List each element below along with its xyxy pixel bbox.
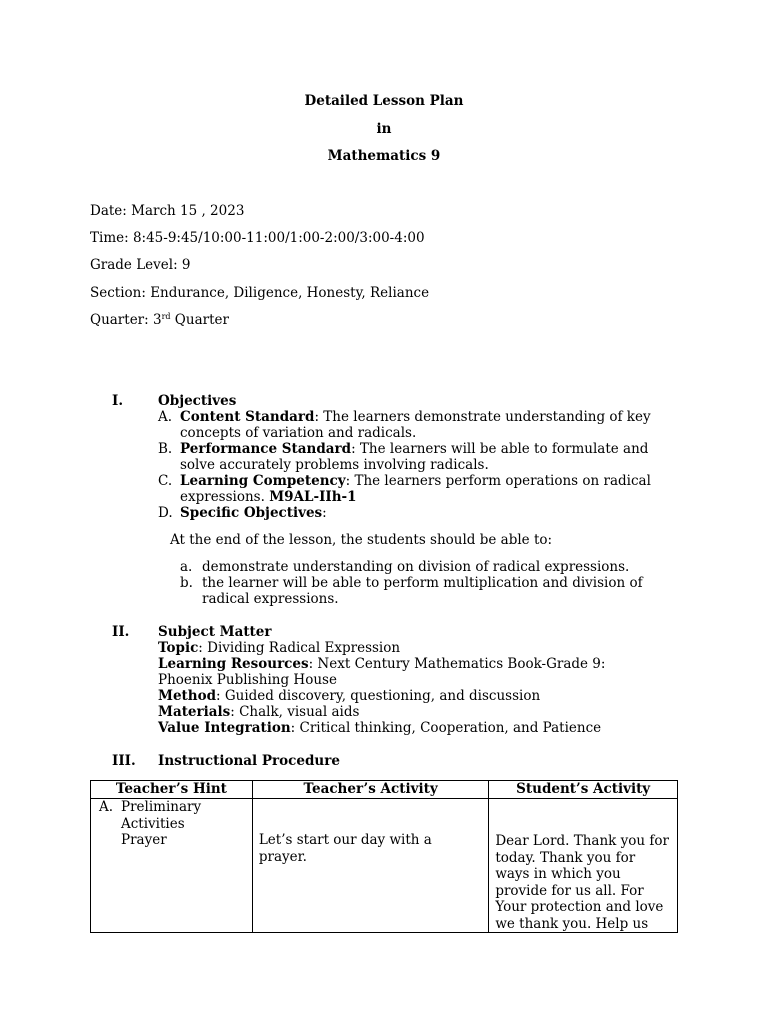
student-activity-cell: Dear Lord. Thank you for today. Thank you for ways in which you provide for us all. For Your protection and love we thank you. Help us bbox=[489, 799, 678, 933]
column-header-teachers-hint: Teacher’s Hint bbox=[91, 781, 253, 799]
procedure-heading: Instructional Procedure bbox=[158, 753, 340, 769]
teacher-activity-cell: Let’s start our day with a prayer. bbox=[252, 799, 488, 933]
objective-label: Specific Objectives bbox=[180, 505, 323, 521]
objective-letter: A. bbox=[158, 409, 173, 425]
quarter-line bbox=[90, 312, 229, 328]
resources-label: Learning Resources bbox=[158, 656, 309, 672]
doc-title-line-1: Detailed Lesson Plan bbox=[304, 93, 464, 109]
method-line bbox=[158, 688, 658, 704]
objective-item bbox=[158, 473, 678, 505]
specific-objectives-list bbox=[180, 559, 660, 607]
resources-line bbox=[158, 656, 658, 688]
objective-text: : The learners perform operations on radical expressions. bbox=[180, 473, 651, 505]
procedure-table bbox=[90, 780, 678, 933]
specific-objective-item bbox=[180, 559, 660, 575]
subject-matter-block bbox=[158, 624, 658, 736]
time-line: Time: 8:45-9:45/10:00-11:00/1:00-2:00/3:00-4:00 bbox=[90, 230, 425, 246]
hint-line: Activities bbox=[121, 815, 185, 832]
objective-item bbox=[158, 505, 678, 521]
table-row bbox=[91, 799, 678, 933]
specific-objective-letter: b. bbox=[180, 575, 193, 591]
grade-line: Grade Level: 9 bbox=[90, 257, 191, 273]
doc-title-line-2: in bbox=[376, 121, 392, 137]
objectives-intro: At the end of the lesson, the students should be able to: bbox=[170, 532, 553, 548]
hint-line: Prayer bbox=[121, 832, 167, 848]
subject-matter-heading: Subject Matter bbox=[158, 624, 272, 640]
specific-objective-item bbox=[180, 575, 660, 607]
column-header-teachers-activity: Teacher’s Activity bbox=[252, 781, 488, 799]
section-line: Section: Endurance, Diligence, Honesty, Reliance bbox=[90, 285, 430, 301]
doc-title-line-3: Mathematics 9 bbox=[327, 148, 441, 164]
specific-objective-text: demonstrate understanding on division of radical expressions. bbox=[202, 559, 630, 575]
objective-item bbox=[158, 409, 678, 441]
column-header-students-activity: Student’s Activity bbox=[489, 781, 678, 799]
objective-label: Performance Standard bbox=[180, 441, 352, 457]
topic-label: Topic bbox=[158, 640, 199, 656]
hint-line: Preliminary bbox=[121, 799, 202, 815]
quarter-ordinal: rd bbox=[161, 312, 171, 321]
method-value: : Guided discovery, questioning, and discussion bbox=[216, 688, 541, 704]
materials-label: Materials bbox=[158, 704, 231, 720]
objectives-heading: Objectives bbox=[158, 393, 237, 409]
objective-item bbox=[158, 441, 678, 473]
objectives-numeral: I. bbox=[112, 393, 124, 409]
objective-text: : The learners will be able to formulate and solve accurately problems involving radicals. bbox=[180, 441, 649, 473]
table-header-row bbox=[91, 781, 678, 799]
hint-cell bbox=[91, 799, 253, 933]
competency-code: M9AL-IIh-1 bbox=[269, 489, 357, 505]
specific-objective-text: the learner will be able to perform multiplication and division of radical expressions. bbox=[202, 575, 643, 607]
objective-letter: C. bbox=[158, 473, 173, 489]
materials-line bbox=[158, 704, 658, 720]
procedure-numeral: III. bbox=[112, 753, 136, 769]
topic-line bbox=[158, 640, 658, 656]
value-integration-label: Value Integration bbox=[158, 720, 291, 736]
specific-objective-letter: a. bbox=[180, 559, 193, 575]
resources-value: : Next Century Mathematics Book-Grade 9: Phoenix Publishing House bbox=[158, 656, 606, 688]
materials-value: : Chalk, visual aids bbox=[230, 704, 360, 720]
value-integration-line bbox=[158, 720, 658, 736]
objective-letter: B. bbox=[158, 441, 173, 457]
objective-letter: D. bbox=[158, 505, 173, 521]
objective-label: Learning Competency bbox=[180, 473, 346, 489]
topic-value: : Dividing Radical Expression bbox=[198, 640, 401, 656]
quarter-prefix: Quarter: 3 bbox=[90, 312, 162, 328]
objective-text: : The learners demonstrate understanding of key concepts of variation and radicals. bbox=[180, 409, 651, 441]
objective-label: Content Standard bbox=[180, 409, 315, 425]
objectives-list bbox=[158, 409, 678, 521]
hint-letter: A. bbox=[99, 799, 114, 815]
value-integration-value: : Critical thinking, Cooperation, and Patience bbox=[290, 720, 602, 736]
quarter-suffix: Quarter bbox=[170, 312, 229, 328]
method-label: Method bbox=[158, 688, 217, 704]
date-line: Date: March 15 , 2023 bbox=[90, 203, 245, 219]
subject-matter-numeral: II. bbox=[112, 624, 130, 640]
objective-text: : bbox=[322, 505, 327, 521]
